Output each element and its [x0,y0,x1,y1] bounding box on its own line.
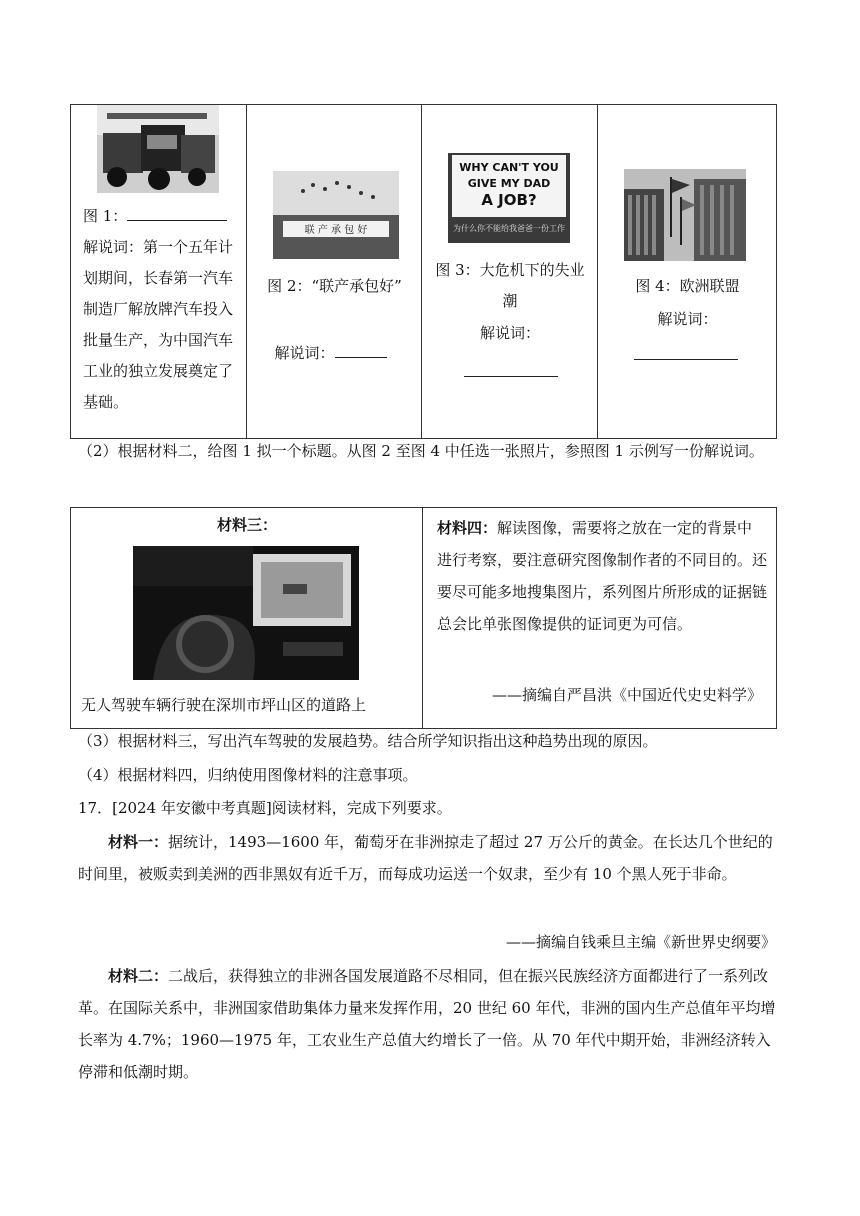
sign-cn-text: 为什么你不能给我爸爸一份工作 [453,224,565,233]
material-3-title: 材料三： [216,516,277,534]
figure-3-caption: 图 3：大危机下的失业潮 [435,261,585,310]
figure-1-explanation: 解说词：第一个五年计划期间，长春第一汽车制造厂解放牌汽车投入批量生产，为中国汽车工业的独立发展奠定了基础。 [83,238,234,411]
figure-3-cell [422,105,598,438]
question-2: （2）根据材料二，给图 1 拟一个标题。从图 2 至图 4 中任选一张照片，参照图 1 示例写一份解说词。 [78,442,764,460]
material-4-text: 解读图像，需要将之放在一定的背景中进行考察，要注意研究图像制作者的不同目的。还要尽可能多地搜集图片，系列图片所形成的证据链总会比单张图像提供的证词更为可信。 [437,519,768,633]
question-3: （3）根据材料三，写出汽车驾驶的发展趋势。结合所学知识指出这种趋势出现的原因。 [78,732,658,750]
question-4: （4）根据材料四，归纳使用图像材料的注意事项。 [78,766,418,784]
harvest-banner-image [273,171,399,259]
material-2-label: 材料二： [108,967,169,985]
sign-line-3: A JOB? [481,191,537,209]
figure-3-explanation-label: 解说词： [479,324,540,342]
figure-2-cell [247,105,423,438]
figure-2-explanation-blank[interactable] [335,343,387,358]
materials-table [70,507,777,729]
figure-4-caption: 图 4：欧洲联盟 [635,277,740,295]
figures-table [70,104,777,439]
figure-1-label: 图 1： [83,207,128,225]
sign-line-1: WHY CAN'T YOU [459,161,559,174]
figure-4-explanation-blank[interactable] [634,359,738,360]
material-4-label: 材料四： [437,519,498,537]
figure-2-photo [273,171,399,259]
material-4-cell [423,508,776,728]
figure-4-cell [598,105,776,438]
driverless-car-image [133,546,359,680]
sign-line-2: GIVE MY DAD [467,177,551,190]
figure-4-explanation-label: 解说词： [657,310,718,328]
figure-4-photo [624,169,746,261]
material-3-cell [71,508,423,728]
material-3-photo [133,546,359,680]
material-2-text: 二战后，获得独立的非洲各国发展道路不尽相同，但在振兴民族经济方面都进行了一系列改革。在国际关系中，非洲国家借助集体力量来发挥作用，20 世纪 60 年代，非洲的国内生产总值年平均增长率为 4.7%；1960—1975 年，工农业生产总值大约增长了一倍。从 70 年代中期开始，非洲经济转入停滞和低潮时期。 [78,967,776,1081]
figure-2-banner-text: 联 产 承 包 好 [304,225,367,236]
eu-building-image [624,169,746,261]
figure-2-caption: 图 2：“联产承包好” [267,277,402,295]
figure-3-explanation-blank[interactable] [464,376,558,377]
protest-sign-image [448,153,570,243]
figure-1-title-blank[interactable] [127,206,227,221]
figure-1-cell [71,105,247,438]
trucks-image [97,105,219,193]
material-1-paragraph [78,826,782,890]
figure-2-explanation-label: 解说词： [274,344,335,362]
material-2-paragraph [78,960,782,1088]
material-1-source: ——摘编自钱乘旦主编《新世界史纲要》 [505,933,776,951]
material-4-source: ——摘编自严昌洪《中国近代史史料学》 [491,686,762,704]
material-1-label: 材料一： [108,833,169,851]
material-1-text: 据统计，1493—1600 年，葡萄牙在非洲掠走了超过 27 万公斤的黄金。在长达几个世纪的时间里，被贩卖到美洲的西非黑奴有近千万，而每成功运送一个奴隶，至少有 10 个黑人死于非命。 [78,833,773,883]
question-17: 17．[2024 年安徽中考真题]阅读材料，完成下列要求。 [78,799,452,817]
figure-1-photo [97,105,219,193]
material-3-caption: 无人驾驶车辆行驶在深圳市坪山区的道路上 [81,696,367,714]
figure-3-photo [448,153,570,243]
